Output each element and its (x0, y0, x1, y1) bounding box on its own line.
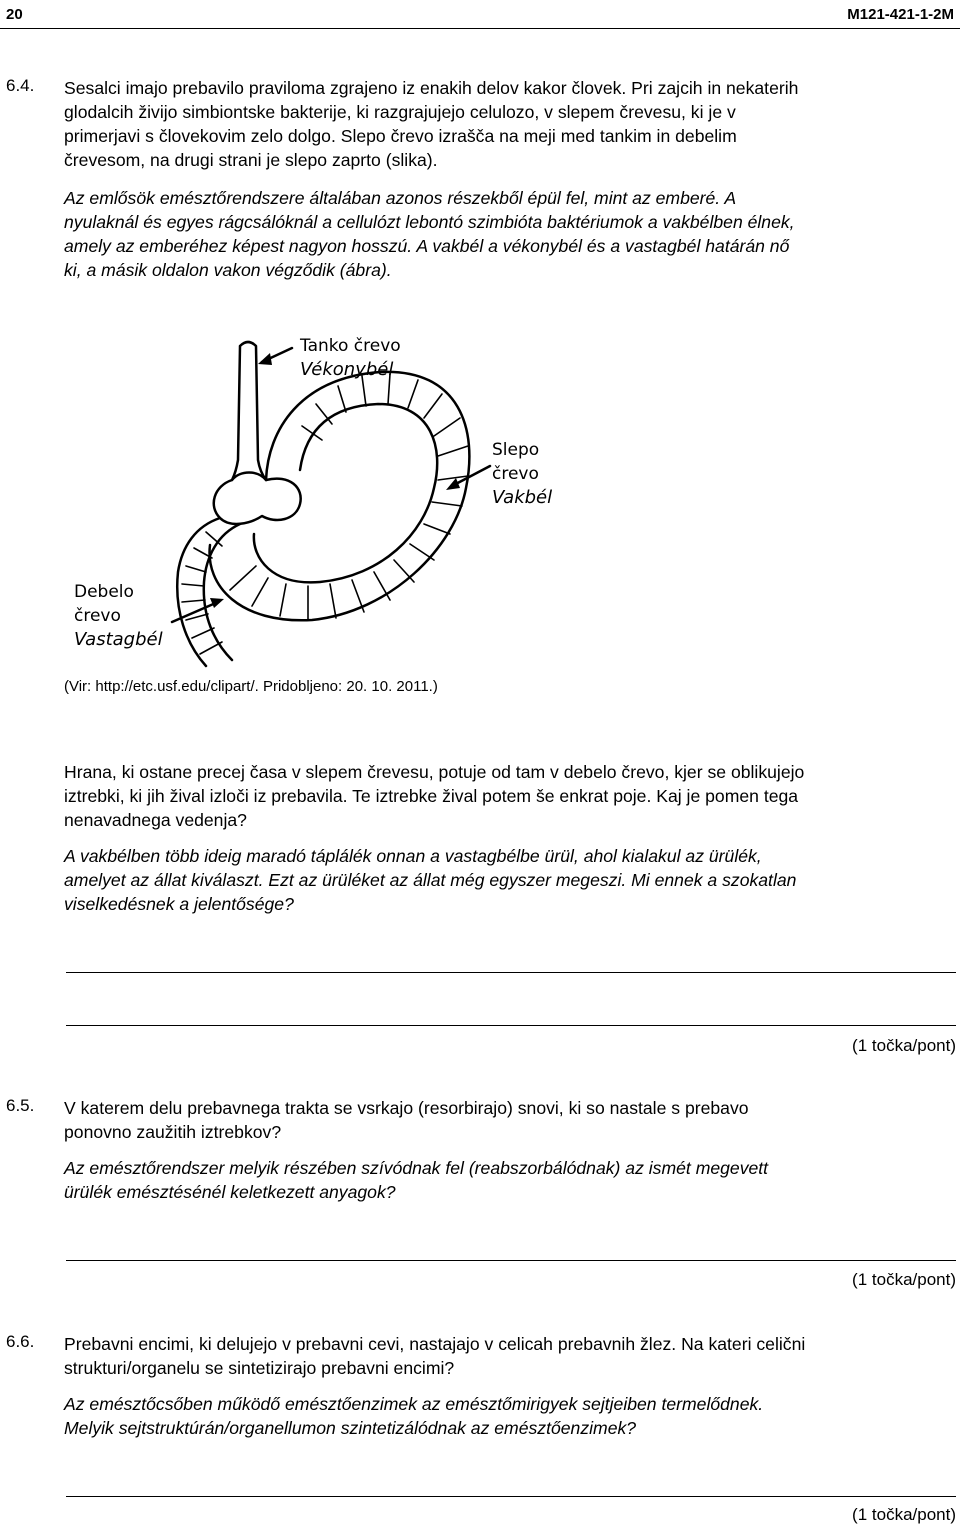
page-header (0, 0, 960, 29)
q66-question-hungarian (64, 1392, 954, 1440)
q64-intro-slovene (64, 76, 954, 172)
label-slovene: črevo (74, 606, 121, 626)
text-line: Az emésztőcsőben működő emésztőenzimek az emésztőmirigyek sejtjeiben termelődnek. (64, 1394, 764, 1414)
large-intestine-drawing (177, 518, 240, 666)
label-large-intestine (74, 580, 163, 652)
document-code: M121-421-1-2M (847, 6, 954, 23)
text-line: Melyik sejtstruktúrán/organellumon szintetizálódnak az emésztőenzimek? (64, 1418, 637, 1438)
text-line: V katerem delu prebavnega trakta se vsrkajo (resorbirajo) snovi, ki so nastale s prebavo (64, 1098, 749, 1118)
q65-question-slovene (64, 1096, 954, 1144)
label-cecum (492, 438, 552, 510)
answer-line[interactable] (66, 1260, 956, 1261)
label-slovene: Tanko črevo (300, 336, 401, 356)
text-line: nenavadnega vedenja? (64, 810, 247, 830)
junction-drawing (214, 473, 301, 524)
q66-question-slovene (64, 1332, 954, 1380)
text-line: Hrana, ki ostane precej časa v slepem črevesu, potuje od tam v debelo črevo, kjer se oblikujejo (64, 762, 805, 782)
label-small-intestine (300, 334, 401, 382)
question-number-6-4: 6.4. (6, 76, 35, 95)
q64-intro-hungarian (64, 186, 954, 282)
text-line: nyulaknál és egyes rágcsálóknál a cellulózt lebontó szimbióta baktériumok a vakbélben élnek, (64, 212, 795, 232)
label-slovene: Debelo (74, 582, 134, 602)
text-line: amelyet az állat kiválaszt. Ezt az ürüléket az állat még egyszer megeszi. Mi ennek a szokatlan (64, 870, 797, 890)
answer-line[interactable] (66, 1496, 956, 1497)
answer-line[interactable] (66, 1025, 956, 1026)
points-label: (1 točka/pont) (852, 1505, 956, 1524)
label-slovene: črevo (492, 464, 539, 484)
label-hungarian: Vékonybél (300, 359, 394, 380)
question-number-6-5: 6.5. (6, 1096, 35, 1115)
points-label: (1 točka/pont) (852, 1036, 956, 1055)
q65-question-hungarian (64, 1156, 954, 1204)
text-line: Az emésztőrendszer melyik részében szívódnak fel (reabszorbálódnak) az ismét megevett (64, 1158, 769, 1178)
points-label: (1 točka/pont) (852, 1270, 956, 1289)
figure-source: (Vir: http://etc.usf.edu/clipart/. Pridobljeno: 20. 10. 2011.) (64, 678, 438, 695)
page-number: 20 (6, 6, 23, 23)
text-line: Az emlősök emésztőrendszere általában azonos részekből épül fel, mint az emberé. A (64, 188, 737, 208)
text-line: ponovno zaužitih iztrebkov? (64, 1122, 282, 1142)
text-line: črevesom, na drugi strani je slepo zaprto (slika). (64, 150, 438, 170)
text-line: ki, a másik oldalon vakon végződik (ábra). (64, 260, 392, 280)
text-line: Prebavni encimi, ki delujejo v prebavni cevi, nastajajo v celicah prebavnih žlez. Na kateri celični (64, 1334, 806, 1354)
question-number-6-6: 6.6. (6, 1332, 35, 1351)
label-slovene: Slepo (492, 440, 540, 460)
label-hungarian: Vastagbél (74, 629, 163, 650)
text-line: glodalcih živijo simbiontske bakterije, ki razgrajujejo celulozo, v slepem črevesu, ki je v (64, 102, 736, 122)
cecum-drawing-inner (254, 404, 437, 582)
q64-question-slovene (64, 760, 954, 832)
answer-line[interactable] (66, 972, 956, 973)
text-line: primerjavi s človekovim zelo dolgo. Slepo črevo izrašča na meji med tankim in debelim (64, 126, 737, 146)
text-line: ürülék emésztésénél keletkezett anyagok? (64, 1182, 396, 1202)
text-line: iztrebki, ki jih žival izloči iz prebavila. Te iztrebke žival potem še enkrat poje. Kaj je pomen tega (64, 786, 799, 806)
label-hungarian: Vakbél (492, 487, 553, 508)
text-line: Sesalci imajo prebavilo praviloma zgrajeno iz enakih delov kakor človek. Pri zajcih in nekaterih (64, 78, 799, 98)
text-line: A vakbélben több ideig maradó táplálék onnan a vastagbélbe ürül, ahol kialakul az ürülék, (64, 846, 762, 866)
text-line: viselkedésnek a jelentősége? (64, 894, 294, 914)
text-line: strukturi/organelu se sintetizirajo prebavni encimi? (64, 1358, 455, 1378)
text-line: amely az emberéhez képest nagyon hosszú. A vakbél a vékonybél és a vastagbél határán nő (64, 236, 790, 256)
q64-question-hungarian (64, 844, 954, 916)
